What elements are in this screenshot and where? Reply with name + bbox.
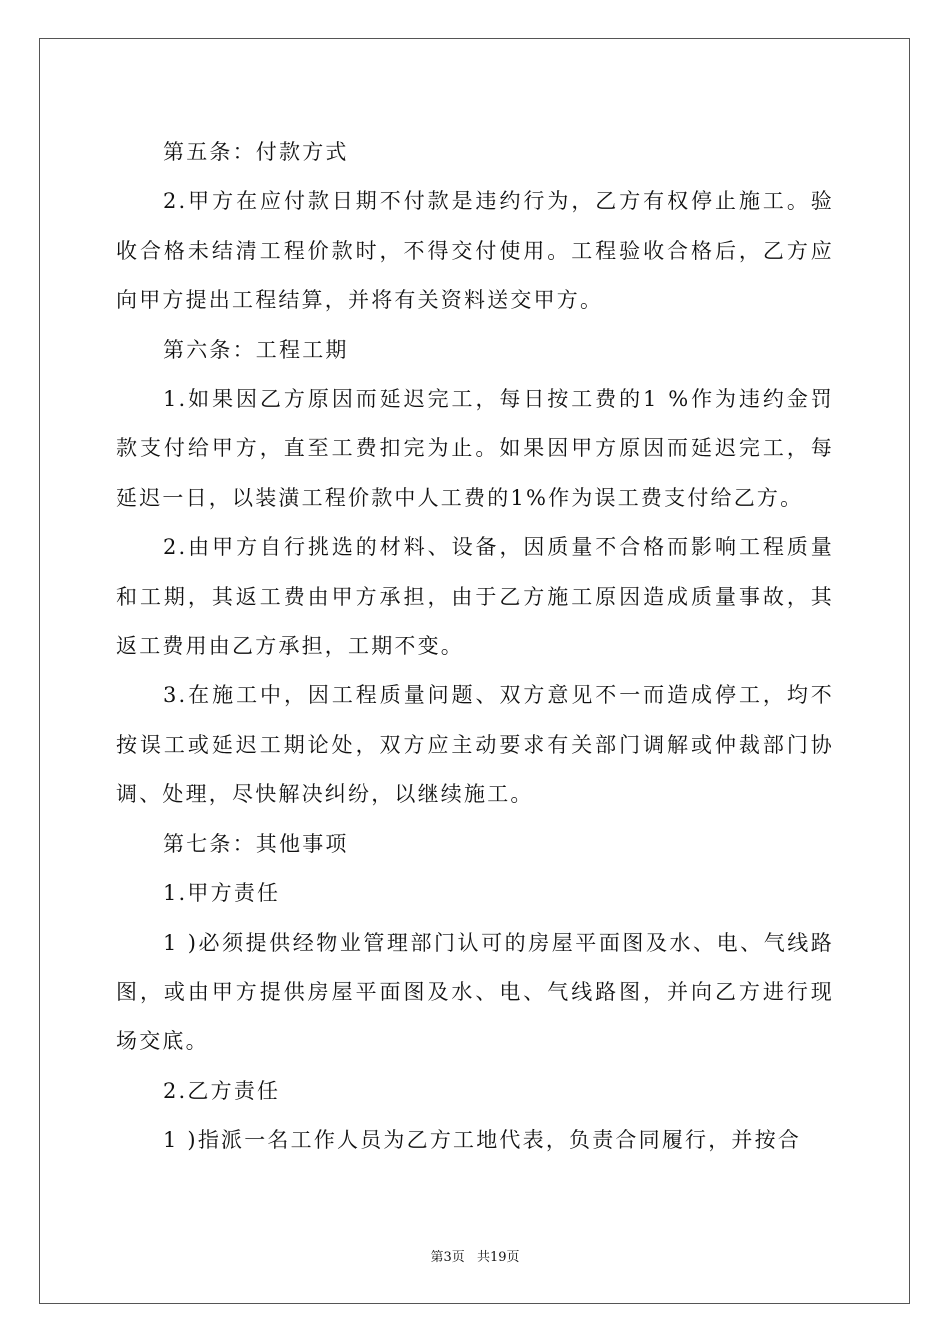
paragraph: 1 )必须提供经物业管理部门认可的房屋平面图及水、电、气线路图，或由甲方提供房屋平面图及水、电、气线路图，并向乙方进行现场交底。 [116,930,834,1054]
page-number: 第3页 [430,1250,465,1265]
subheading-party-a: 1.甲方责任 [163,881,281,906]
heading-article-7: 第七条：其他事项 [163,831,349,856]
paragraph: 1 )指派一名工作人员为乙方工地代表，负责合同履行，并按合 [163,1128,802,1153]
heading-article-6: 第六条：工程工期 [163,337,349,362]
subheading-party-b: 2.乙方责任 [163,1078,281,1103]
page-footer [0,1246,950,1265]
page-total: 共19页 [476,1250,520,1265]
paragraph: 2.甲方在应付款日期不付款是违约行为，乙方有权停止施工。验收合格未结清工程价款时，不得交付使用。工程验收合格后，乙方应向甲方提出工程结算，并将有关资料送交甲方。 [116,189,834,313]
paragraph: 2.由甲方自行挑选的材料、设备，因质量不合格而影响工程质量和工期，其返工费由甲方承担，由于乙方施工原因造成质量事故，其返工费用由乙方承担，工期不变。 [116,535,834,659]
paragraph: 3.在施工中，因工程质量问题、双方意见不一而造成停工，均不按误工或延迟工期论处，双方应主动要求有关部门调解或仲裁部门协调、处理，尽快解决纠纷，以继续施工。 [116,683,834,807]
paragraph: 1.如果因乙方原因而延迟完工，每日按工费的1 %作为违约金罚款支付给甲方，直至工费扣完为止。如果因甲方原因而延迟完工，每延迟一日，以装潢工程价款中人工费的1%作为误工费支付给乙方。 [116,387,834,510]
heading-article-5: 第五条：付款方式 [163,140,349,164]
document-body [116,128,834,1166]
